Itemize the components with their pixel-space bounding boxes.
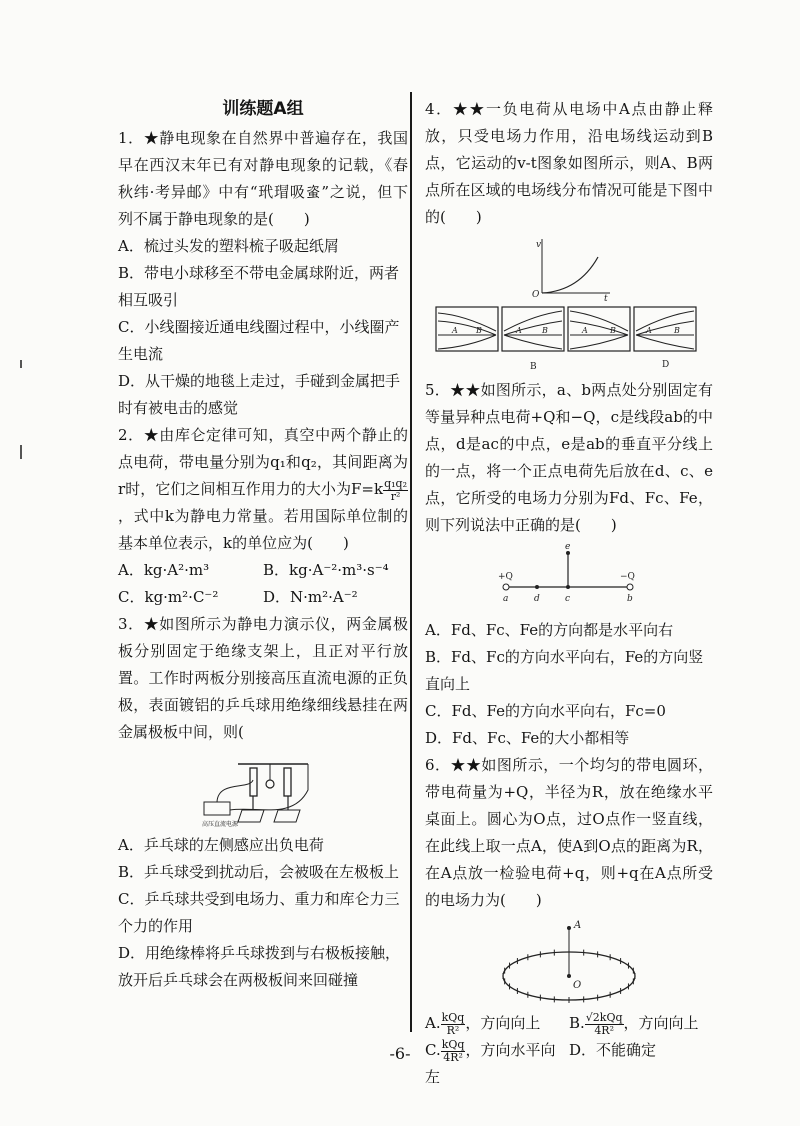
q4-panel-d-label-b: B — [674, 326, 680, 335]
q3-stem: 3．★如图所示为静电力演示仪，两金属极板分别固定于绝缘支架上，且正对平行放置。工作时两板分别接高压直流电源的正负极，表面镀铝的乒乓球用绝缘细线悬挂在两金属极板中间，则( — [118, 615, 408, 741]
q2-frac-den: r² — [390, 489, 401, 503]
q6-option-d: D．不能确定 — [569, 1041, 657, 1059]
q4-panel-d — [634, 307, 696, 351]
q6-option-a-den: R² — [446, 1023, 460, 1037]
q2-option-c: C．kg·m²·C⁻² — [118, 588, 219, 606]
q4-panel-a — [436, 307, 498, 351]
q4-vt-graph — [524, 235, 614, 301]
q3-option-c: C．乒乓球共受到电场力、重力和库仑力三个力的作用 — [118, 890, 400, 935]
q5-option-c: C．Fd、Fe的方向水平向右，Fc=0 — [425, 702, 666, 720]
q4-panel-b — [502, 307, 564, 351]
q4-panel-c — [568, 307, 630, 351]
q3-option-a: A．乒乓球的左侧感应出负电荷 — [118, 836, 324, 854]
q6-charged-ring-figure — [494, 918, 644, 1006]
q6-option-a-suffix: ，方向向上 — [465, 1014, 541, 1032]
q6-option-a-fraction — [441, 1012, 466, 1037]
q5-point-e: e — [565, 543, 571, 552]
binding-mark-bottom — [20, 445, 22, 459]
q6-stem: 6．★★如图所示，一个均匀的带电圆环，带电荷量为+Q，半径为R，放在绝缘水平桌面上。圆心为O点，过O点作一竖直线，在此线上取一点A，使A到O点的距离为R，在A点放一检验电荷+q，则+q在A点所受的电场力为( ) — [425, 756, 713, 909]
q6-option-b-suffix: ，方向向上 — [623, 1014, 699, 1032]
q1-option-a: A．梳过头发的塑料梳子吸起纸屑 — [118, 237, 339, 255]
q6-options-row1 — [425, 1010, 713, 1037]
q5-charges-figure — [494, 543, 644, 613]
q4-panel-c-label-b: B — [610, 326, 616, 335]
q4-panel-a-label-a: A — [452, 326, 458, 335]
q6-option-c-den: 4R² — [443, 1050, 463, 1064]
q6-point-o: O — [573, 980, 582, 991]
q6-option-b — [569, 1010, 713, 1037]
q2-formula-fraction — [383, 478, 408, 503]
q6-option-a-prefix: A. — [425, 1014, 441, 1032]
q5-point-b: b — [627, 594, 633, 604]
q5-point-d: d — [534, 594, 540, 604]
q2-options-row1 — [118, 557, 408, 584]
q4-axis-t: t — [604, 294, 608, 301]
q6-option-b-fraction — [585, 1012, 624, 1037]
q6-option-b-den: 4R² — [594, 1023, 615, 1037]
q4-panel-b-label-b: B — [542, 326, 548, 335]
q3-option-b: B．乒乓球受到扰动后，会被吸在左极板上 — [118, 863, 400, 881]
q6-option-a — [425, 1010, 569, 1037]
q1-option-c: C．小线圈接近通电线圈过程中，小线圈产生电流 — [118, 318, 400, 363]
q4-axis-v: v — [536, 240, 542, 250]
q5-option-d: D．Fd、Fc、Fe的大小都相等 — [425, 729, 630, 747]
q6-option-a-num: kQq — [441, 1010, 465, 1024]
binding-mark-top — [20, 360, 22, 368]
page-title: 训练题A组 — [222, 99, 304, 119]
q6-option-b-prefix: B. — [569, 1014, 585, 1032]
q1-stem: 1．★静电现象在自然界中普遍存在，我国早在西汉末年已有对静电现象的记载，《春秋纬·考异邮》中有“玳瑁吸𧊒”之说，但下列不属于静电现象的是( ) — [118, 129, 408, 228]
q5-stem: 5．★★如图所示，a、b两点处分别固定有等量异种点电荷+Q和−Q，c是线段ab的中点，d是ac的中点，e是ab的垂直平分线上的一点，将一个正点电荷先后放在d、c、e点，它所受的电场力分别为Fd、Fc、Fe，则下列说法中正确的是( ) — [425, 381, 713, 534]
q4-mark-b: B — [530, 362, 537, 372]
q4-stem: 4．★★一负电荷从电场中A点由静止释放，只受电场力作用，沿电场线运动到B点，它运动的v-t图象如图所示，则A、B两点所在区域的电场线分布情况可能是下图中的( ) — [425, 100, 713, 226]
page-number: -6- — [389, 1044, 411, 1063]
q6-point-a: A — [574, 920, 582, 931]
q4-panel-c-label-a: A — [582, 326, 588, 335]
q1-option-b: B．带电小球移至不带电金属球附近，两者相互吸引 — [118, 264, 400, 309]
q5-option-a: A．Fd、Fc、Fe的方向都是水平向右 — [425, 621, 674, 639]
q2-frac-num: q₁q₂ — [384, 476, 407, 490]
q2-stem — [118, 422, 408, 557]
q4-field-line-options — [434, 305, 704, 373]
q5-label-minus-q: −Q — [620, 572, 635, 582]
q2-option-a: A．kg·A²·m³ — [118, 561, 210, 579]
q2-stem-part2: ，式中k为静电力常量。若用国际单位制的基本单位表示，k的单位应为( ) — [118, 507, 408, 552]
q4-panel-d-label-a: A — [646, 326, 652, 335]
electrostatic-demo-figure — [198, 750, 328, 828]
q4-panel-b-label-a: A — [516, 326, 522, 335]
q4-panel-a-label-b: B — [476, 326, 482, 335]
q3-option-d: D．用绝缘棒将乒乓球拨到与右极板接触，放开后乒乓球会在两极板间来回碰撞 — [118, 944, 401, 989]
q6-option-b-num: √2kQq — [585, 1010, 623, 1024]
q1-option-d: D．从干燥的地毯上走过，手碰到金属把手时有被电击的感觉 — [118, 372, 401, 417]
column-divider — [410, 92, 412, 1032]
right-column — [425, 96, 713, 1091]
q6-option-c-num: kQq — [441, 1037, 465, 1051]
left-column — [118, 96, 408, 994]
q2-options-row2 — [118, 584, 408, 611]
q6-option-c-prefix: C. — [425, 1041, 441, 1059]
q2-stem-part1: 2．★由库仑定律可知，真空中两个静止的点电荷，带电量分别为q₁和q₂，其间距离为r时，它们之间相互作用力的大小为F=k — [118, 426, 408, 498]
q4-mark-d: D — [662, 360, 670, 370]
q5-point-c: c — [565, 594, 571, 604]
q5-label-plus-q: +Q — [498, 572, 513, 582]
q4-axis-o: O — [532, 290, 540, 300]
q5-option-b: B．Fd、Fc的方向水平向右，Fe的方向竖直向上 — [425, 648, 704, 693]
q2-option-d: D．N·m²·A⁻² — [263, 588, 358, 606]
q2-option-b: B．kg·A⁻²·m³·s⁻⁴ — [263, 561, 389, 579]
q6-option-c-suffix: ，方向水平向左 — [425, 1041, 556, 1086]
q3-fig-caption: 高压直流电源 — [202, 821, 239, 828]
q5-point-a: a — [503, 594, 509, 604]
